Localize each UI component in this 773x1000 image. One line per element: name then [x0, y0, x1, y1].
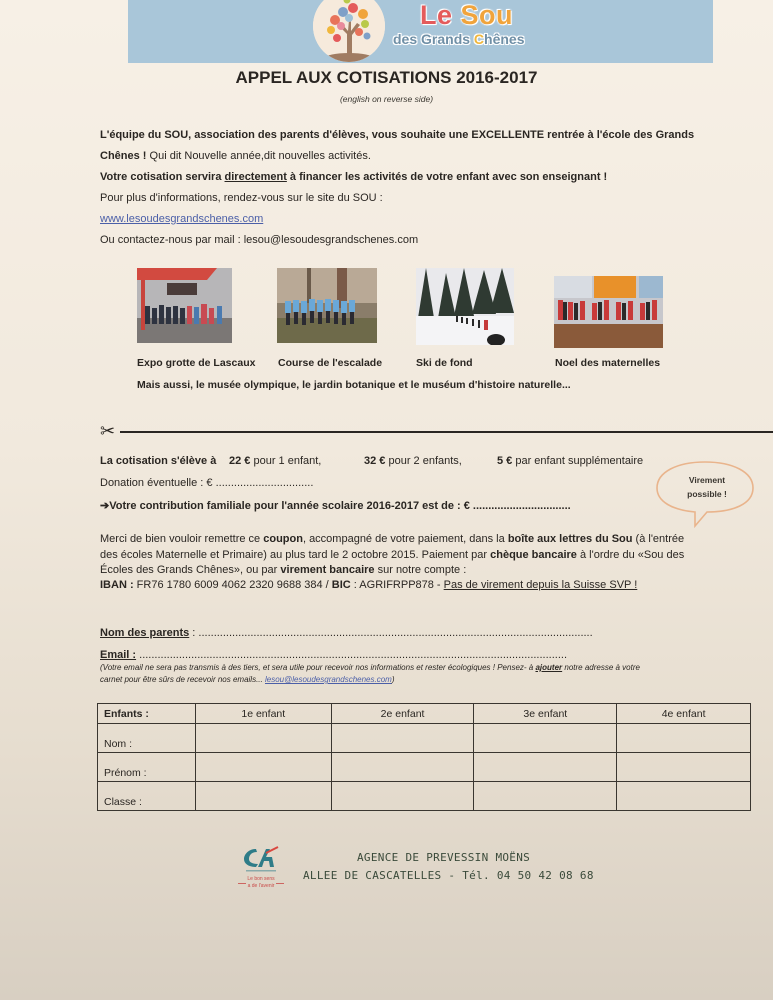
- bubble-line-1: Virement: [688, 475, 726, 485]
- contribution-text: Votre contribution familiale pour l'année scolaire 2016-2017 est de : € ................................: [109, 500, 571, 512]
- email-note-line-2: [100, 674, 395, 686]
- email-label: Email :: [100, 649, 137, 661]
- activity-caption-4: Noel des maternelles: [555, 357, 661, 369]
- logo-subtitle-rest: hênes: [484, 31, 525, 47]
- iban-value: FR76 1780 6009 4062 2320 9688 384 /: [133, 579, 332, 591]
- agency-address: ALLEE DE CASCATELLES - Tél. 04 50 42 08 68: [303, 869, 594, 882]
- activities-more: Mais aussi, le musée olympique, le jardin botanique et le muséum d'histoire naturelle...: [137, 379, 571, 391]
- intro-line-3-underlined: directement: [224, 171, 287, 183]
- table-header-enfants: Enfants :: [98, 704, 196, 724]
- fee-2-amount: 32 €: [364, 455, 386, 467]
- row-label-classe: Classe :: [98, 782, 196, 811]
- iban-label: IBAN :: [100, 579, 134, 591]
- email-field[interactable]: [100, 649, 567, 662]
- row-label-prenom: Prénom :: [98, 753, 196, 782]
- email-dots: ............................................................................................................................................: [136, 649, 567, 661]
- intro-line-2-bold: Chênes !: [100, 150, 147, 162]
- photo-escalade: [277, 268, 377, 343]
- arrow-right-icon: ➔: [100, 500, 110, 512]
- photo-noel: [554, 276, 663, 348]
- instr-1c: , accompagné de votre paiement, dans la: [302, 533, 508, 545]
- instr-1d: boîte aux lettres du Sou: [507, 533, 633, 545]
- fee-line: [100, 455, 216, 468]
- bank-logo-icon: [236, 843, 286, 893]
- cell-classe-3[interactable]: [474, 782, 617, 811]
- instr-3a: Écoles des Grands Chênes», ou par: [100, 564, 281, 576]
- cell-classe-4[interactable]: [617, 782, 751, 811]
- page-subtitle: (english on reverse side): [339, 94, 434, 104]
- table-header-row: [98, 704, 751, 724]
- cell-nom-4[interactable]: [617, 724, 751, 753]
- instr-2c: à l'ordre du «Sou des: [576, 549, 685, 561]
- page-title: APPEL AUX COTISATIONS 2016-2017: [235, 68, 538, 87]
- table-row: [98, 724, 751, 753]
- table-header-child-2: 2e enfant: [331, 704, 474, 724]
- scissors-icon: ✂: [100, 421, 116, 441]
- activity-caption-1: Expo grotte de Lascaux: [137, 357, 256, 369]
- svg-text:a de l'avenir: a de l'avenir: [247, 883, 275, 889]
- bubble-text: [672, 473, 742, 501]
- fee-3-text: par enfant supplémentaire: [512, 455, 644, 467]
- intro-line-3: [100, 171, 607, 184]
- email-note-4: ): [391, 675, 395, 684]
- contact-line: [100, 234, 418, 247]
- cell-prenom-4[interactable]: [617, 753, 751, 782]
- contribution-field[interactable]: [100, 500, 571, 513]
- fee-3-amount: 5 €: [497, 455, 513, 467]
- agency-name: AGENCE DE PREVESSIN MOËNS: [357, 851, 531, 864]
- row-label-nom: Nom :: [98, 724, 196, 753]
- instr-1b: coupon: [263, 533, 303, 545]
- email-note-2: notre adresse à votre: [562, 663, 640, 672]
- cell-prenom-1[interactable]: [195, 753, 331, 782]
- logo-title: [420, 0, 513, 31]
- intro-line-2-rest: Qui dit Nouvelle année,dit nouvelles activités.: [146, 150, 371, 162]
- logo-title-le: Le: [420, 0, 453, 30]
- cell-prenom-2[interactable]: [331, 753, 474, 782]
- fee-2: [364, 455, 462, 468]
- cell-nom-3[interactable]: [474, 724, 617, 753]
- website-link[interactable]: www.lesoudesgrandschenes.com: [100, 213, 264, 225]
- table-header-child-1: 1e enfant: [195, 704, 331, 724]
- fee-label: La cotisation s'élève à: [100, 455, 217, 467]
- logo-subtitle: [393, 31, 525, 47]
- activity-caption-3: Ski de fond: [416, 357, 473, 369]
- svg-text:Le bon sens: Le bon sens: [247, 876, 275, 882]
- logo-subtitle-text: des Grands: [393, 31, 474, 47]
- intro-line-1: L'équipe du SOU, association des parents d'élèves, vous souhaite une EXCELLENTE rentrée à l'école des Grands: [100, 129, 695, 141]
- fee-1-text: pour 1 enfant,: [250, 455, 322, 467]
- instr-1e: (à l'entrée: [632, 533, 685, 545]
- instr-3c: sur notre compte :: [374, 564, 467, 576]
- parents-name-dots: : .................................................................................................................................: [189, 627, 593, 639]
- cell-prenom-3[interactable]: [474, 753, 617, 782]
- intro-line-4: Pour plus d'informations, rendez-vous sur le site du SOU :: [100, 192, 383, 204]
- parents-name-field[interactable]: [100, 627, 593, 640]
- email-note-1: (Votre email ne sera pas transmis à des tiers, et sera utile pour recevoir nos informations et rester écologiques ! Pensez- à: [100, 663, 536, 672]
- email-note-ajouter: ajouter: [535, 663, 563, 672]
- cut-line-divider: [120, 431, 773, 433]
- bic-value: : AGRIFRPP878 -: [350, 579, 444, 591]
- email-note-line-1: [100, 662, 640, 674]
- iban-line: [100, 579, 637, 592]
- table-row: [98, 782, 751, 811]
- fee-2-text: pour 2 enfants,: [385, 455, 462, 467]
- cell-classe-1[interactable]: [195, 782, 331, 811]
- cell-classe-2[interactable]: [331, 782, 474, 811]
- photo-ski: [416, 268, 514, 345]
- activity-caption-2: Course de l'escalade: [278, 357, 383, 369]
- cell-nom-2[interactable]: [331, 724, 474, 753]
- instructions-line-2: [100, 549, 684, 562]
- logo-title-sou: Sou: [460, 0, 514, 30]
- cell-nom-1[interactable]: [195, 724, 331, 753]
- donation-field[interactable]: Donation éventuelle : € ................................: [100, 477, 314, 489]
- instr-1a: Merci de bien vouloir remettre ce: [100, 533, 264, 545]
- instructions-line-3: [100, 564, 466, 577]
- intro-line-2: [100, 150, 371, 163]
- logo-subtitle-c: C: [473, 31, 485, 47]
- instr-3b: virement bancaire: [280, 564, 375, 576]
- parents-name-label: Nom des parents: [100, 627, 190, 639]
- intro-line-3-b: à financer les activités de votre enfant avec son enseignant !: [286, 171, 608, 183]
- children-table: [97, 703, 751, 811]
- table-header-child-4: 4e enfant: [617, 704, 751, 724]
- bic-label: BIC: [331, 579, 351, 591]
- table-row: [98, 753, 751, 782]
- credit-agricole-logo: [236, 843, 286, 893]
- instructions-line-1: [100, 533, 684, 546]
- contact-prefix: Ou contactez-nous par mail :: [100, 234, 244, 246]
- instr-2b: chèque bancaire: [490, 549, 577, 561]
- email-note-link[interactable]: lesou@lesoudesgrandschenes.com: [264, 675, 392, 684]
- intro-line-3-a: Votre cotisation servira: [100, 171, 225, 183]
- contact-email[interactable]: lesou@lesoudesgrandschenes.com: [243, 234, 419, 246]
- email-note-3: carnet pour être sûrs de recevoir nos emails...: [100, 675, 265, 684]
- photo-lascaux: [137, 268, 232, 343]
- no-swiss-transfer-note: Pas de virement depuis la Suisse SVP !: [443, 579, 638, 591]
- fee-3: [497, 455, 643, 468]
- bubble-line-2: possible !: [687, 489, 727, 499]
- instr-2a: des écoles Maternelle et Primaire) au plus tard le 2 octobre 2015. Paiement par: [100, 549, 491, 561]
- fee-1-amount: 22 €: [229, 455, 251, 467]
- table-header-child-3: 3e enfant: [474, 704, 617, 724]
- fee-1: [229, 455, 321, 468]
